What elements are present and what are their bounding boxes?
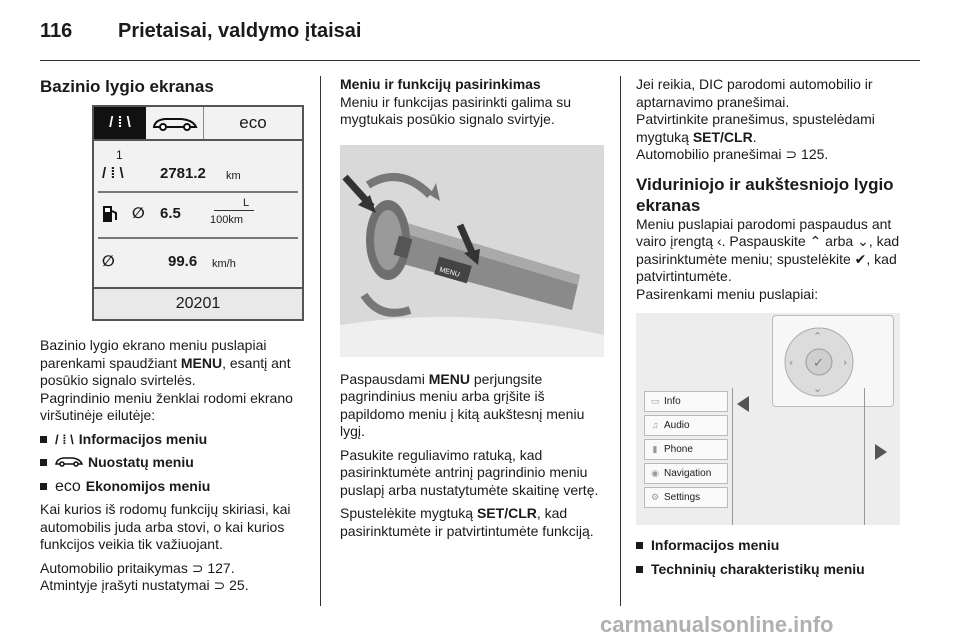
- dic-basic-display-illustration: [92, 105, 304, 321]
- chevron-down-icon: ⌄: [857, 233, 869, 249]
- chevron-up-icon: ⌃: [809, 233, 822, 249]
- gear-icon: ⚙: [650, 491, 660, 502]
- page-number: 116: [40, 20, 73, 42]
- screen-divider: [864, 388, 865, 525]
- paragraph: Jei reikia, DIC parodomi automobilio ir aptarnavimo pranešimai.: [636, 76, 873, 110]
- list-item: Informacijos meniu: [636, 537, 904, 555]
- menu-screen-illustration: [636, 313, 900, 525]
- paragraph: Pagrindinio meniu ženklai rodomi ekrano viršutinėje eilutėje:: [40, 389, 293, 423]
- dic-trip-value: 2781.2: [160, 165, 206, 182]
- dic-trip-index: 1: [116, 148, 123, 162]
- bullet-icon: [636, 542, 643, 549]
- paragraph: Automobilio pranešimai ⊃ 125.: [636, 146, 829, 162]
- dic-trip-unit: km: [226, 170, 241, 182]
- phone-icon: ▮: [652, 443, 658, 454]
- page-ref-icon: ⊃: [213, 577, 226, 593]
- page-ref-icon: ⊃: [785, 146, 798, 162]
- menu-item-info[interactable]: ▭ Info: [644, 391, 728, 412]
- stalk-drawing: [340, 145, 604, 357]
- dic-odometer: 20201: [94, 287, 302, 319]
- svg-text:›: ›: [843, 356, 848, 369]
- checkmark-icon: ✔: [854, 250, 867, 267]
- page-title: Prietaisai, valdymo įtaisai: [118, 20, 362, 42]
- screen-divider: [732, 388, 733, 525]
- list-item: Nuostatų meniu: [40, 454, 306, 472]
- eco-icon: eco: [55, 477, 81, 495]
- dic-tab-eco: eco: [239, 113, 267, 133]
- paragraph: Atmintyje įrašyti nustatymai ⊃ 25.: [40, 577, 249, 593]
- car-icon: [55, 454, 83, 472]
- dic-speed-unit: km/h: [212, 258, 236, 270]
- header-divider: [40, 60, 920, 61]
- paragraph: Spustelėkite mygtuką SET/CLR, kad pasirinktumėte ir patvirtintumėte funkciją.: [340, 505, 594, 539]
- svg-text:‹: ‹: [789, 356, 794, 369]
- dic-top-bar: [94, 107, 302, 141]
- list-item: / ⁞ \ Informacijos meniu: [40, 431, 306, 449]
- music-icon: ♫: [651, 419, 659, 430]
- bullet-icon: [40, 483, 47, 490]
- menu-item-settings[interactable]: ⚙ Settings: [644, 487, 728, 508]
- menu-item-navigation[interactable]: ◉ Navigation: [644, 463, 728, 484]
- column-3: [636, 76, 904, 578]
- paragraph: Paspausdami MENU perjungsite pagrindinius meniu arba grįšite iš papildomo meniu į kitą aukštesnį meniu lygį.: [340, 370, 585, 439]
- bullet-icon: [40, 436, 47, 443]
- watermark: carmanualsonline.info: [600, 612, 834, 637]
- menu-item-audio[interactable]: ♫ Audio: [644, 415, 728, 436]
- triangle-right-icon[interactable]: [874, 443, 888, 461]
- dic-speed-row: [102, 253, 294, 271]
- dic-fuel-value: 6.5: [160, 205, 181, 222]
- column-2: [340, 76, 606, 540]
- section-heading-menu-selection: Meniu ir funkcijų pasirinkimas: [340, 76, 541, 92]
- dic-fraction-line: [214, 210, 254, 211]
- dic-fuel-unit-top: L: [242, 197, 250, 209]
- left-arrow-icon: ‹: [716, 233, 722, 249]
- stalk-menu-label: MENU: [438, 265, 461, 279]
- info-icon: ▭: [650, 395, 660, 406]
- average-icon: ∅: [102, 253, 115, 270]
- dic-tab-settings: [146, 107, 204, 139]
- car-icon: [151, 115, 199, 131]
- paragraph: Pasukite reguliavimo ratuką, kad pasirinktumėte antrinį pagrindinio meniu puslapį arba nustatytumėte skaitinę vertę.: [340, 446, 599, 498]
- compass-icon: ◉: [651, 467, 659, 478]
- column-1: [40, 76, 306, 595]
- dic-trip-row: [102, 165, 294, 183]
- steering-control-pad: [772, 315, 894, 407]
- d-pad-icon: [773, 316, 895, 408]
- paragraph: Bazinio lygio ekrano meniu puslapiai parenkami spaudžiant MENU, esantį ant posūkio signalo svirtelės.: [40, 337, 291, 388]
- dic-fuel-row: [102, 197, 294, 228]
- bullet-icon: [40, 459, 47, 466]
- section-heading-basic: Bazinio lygio ekranas: [40, 77, 214, 96]
- road-icon: / ⁞ \: [102, 165, 124, 182]
- paragraph: Meniu ir funkcijas pasirinkti galima su mygtukais posūkio signalo svirtyje.: [340, 93, 572, 127]
- dic-speed-value: 99.6: [168, 253, 198, 270]
- average-icon: ∅: [132, 205, 145, 222]
- list-item: eco Ekonomijos meniu: [40, 478, 306, 496]
- svg-text:⌃: ⌃: [813, 330, 823, 343]
- triangle-left-icon[interactable]: [736, 395, 750, 413]
- fuel-pump-icon: [102, 210, 118, 227]
- menu-item-phone[interactable]: ▮ Phone: [644, 439, 728, 460]
- paragraph: Patvirtinkite pranešimus, spustelėdami mygtuką SET/CLR.: [636, 111, 875, 145]
- column-divider-2: [620, 76, 621, 606]
- section-heading-mid-level: Viduriniojo ir aukštesniojo lygio ekranas: [636, 174, 894, 215]
- paragraph: Automobilio pritaikymas ⊃ 127.: [40, 559, 235, 576]
- dic-separator: [98, 237, 298, 239]
- turn-signal-stalk-illustration: [340, 145, 604, 357]
- dic-tab-info: / ⁞ \: [94, 107, 146, 139]
- page-ref-icon: ⊃: [191, 559, 204, 576]
- paragraph: Pasirenkami meniu puslapiai:: [636, 285, 819, 302]
- info-icon: / ⁞ \: [55, 431, 74, 447]
- list-item: Techninių charakteristikų meniu: [636, 561, 904, 579]
- paragraph: Meniu puslapiai parodomi paspaudus ant vairo įrengtą ‹. Paspauskite ⌃ arba ⌄, kad pasirinktumėte meniu; spustelėkite ✔, kad patvirtintumėte.: [636, 215, 900, 284]
- dic-separator: [98, 191, 298, 193]
- bullet-icon: [636, 566, 643, 573]
- dic-fuel-unit-bottom: 100km: [210, 214, 244, 226]
- svg-text:⌄: ⌄: [813, 382, 823, 395]
- paragraph: Kai kurios iš rodomų funkcijų skiriasi, kai automobilis juda arba stovi, o kai kurios funkcijos veikia tik važiuojant.: [40, 501, 291, 552]
- svg-text:✓: ✓: [813, 356, 824, 371]
- page-header: [40, 20, 920, 60]
- column-divider-1: [320, 76, 321, 606]
